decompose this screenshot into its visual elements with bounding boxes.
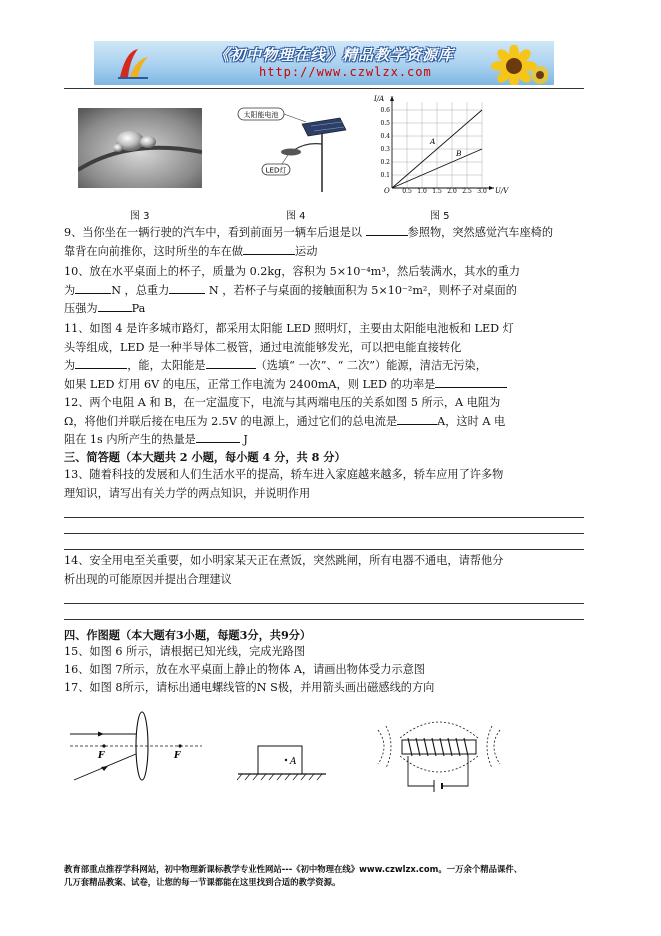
header-rule [64, 88, 584, 89]
figure-3-photo [78, 108, 202, 188]
focus-label-left: F [98, 751, 105, 761]
figure-3-caption: 图 3 [130, 211, 150, 222]
answer-line [64, 517, 584, 518]
section-3-heading: 三、简答题（本大题共 2 小题，每小题 4 分，共 8 分） [64, 450, 346, 464]
figure-5-ytick: 0.1 [380, 172, 390, 179]
figure-5-caption: 图 5 [430, 211, 450, 222]
figure-5-ytick: 0.5 [380, 120, 390, 127]
section-4-heading: 四、作图题（本大题有3小题，每题3分，共9分） [64, 628, 312, 642]
question-15: 15、如图 6 所示，请根据已知光线，完成光路图 [64, 645, 306, 658]
figure-5-ytick: 0.4 [380, 133, 390, 140]
question-16: 16、如图 7所示，放在水平桌面上静止的物体 A，请画出物体受力示意图 [64, 663, 425, 676]
focus-label-right: F [174, 751, 181, 761]
figure-8-solenoid-diagram [372, 712, 506, 796]
figure-5-xtick: 2.0 [447, 188, 457, 194]
figure-5-ytick: 0.2 [380, 159, 390, 166]
circuit-wires [408, 756, 468, 786]
question-11: 11、如图 4 是许多城市路灯，都采用太阳能 LED 照明灯，主要由太阳能电池板和 LED 灯 头等组成，LED 是一种半导体二极管，通过电流能够发光，可以把电能直接转化 为 ，能，太阳能是 （选填“ 一次”、“ 二次”）能源，清洁无污染， 如果 LED 灯用 6V 的电压，正常工作电流为 2400mA，则 LED 的功率是 [64, 322, 514, 391]
figure-5-iu-graph [370, 92, 510, 194]
figure-6-lens-diagram [66, 710, 206, 788]
question-10: 10、放在水平桌面上的杯子，质量为 0.2kg，容积为 5×10⁻⁴m³，然后装满水，其水的重力 为 N ，总重力 N ，若杯子与桌面的接触面积为 5×10⁻²m²，则杯子对桌面的 压强为 Pa [64, 265, 521, 315]
header-title: 《初中物理在线》精品教学资源库 [214, 46, 455, 64]
figure-4-caption: 图 4 [286, 211, 306, 222]
logo-icon [116, 45, 150, 81]
figure-5-ytick: 0.3 [380, 146, 390, 153]
question-17: 17、如图 8所示，请标出通电螺线管的N S极，并用箭头画出磁感线的方向 [64, 681, 435, 694]
figure-5-xlabel: U/V [495, 187, 509, 194]
figure-4-label-led: LED灯 [265, 166, 287, 175]
figure-5-xtick: 2.5 [462, 188, 472, 194]
figure-5-ytick: 0.6 [380, 107, 390, 114]
figure-5-xtick: 3.0 [477, 188, 487, 194]
answer-line [64, 549, 584, 550]
footer-line-1: 教育部重点推荐学科网站，初中物理新课标教学专业性网站---《初中物理在线》www.czwlzx.com。一万余个精品课件、 [64, 864, 523, 874]
figure-5-xtick: 0.5 [402, 188, 412, 194]
answer-line [64, 603, 584, 604]
figure-4-label-panel: 太阳能电池 [243, 111, 279, 119]
footer-line-2: 几万套精品教案、试卷，让您的每一节课都能在这里找到合适的教学资源。 [64, 877, 341, 887]
figure-5-xtick: 1.0 [417, 188, 427, 194]
question-13: 13、随着科技的发展和人们生活水平的提高，轿车进入家庭越来越多，轿车应用了许多物 理知识，请写出有关力学的两点知识，并说明作用 [64, 468, 504, 500]
figure-5-grid [392, 102, 482, 188]
question-12: 12、两个电阻 A 和 B，在一定温度下，电流与其两端电压的关系如图 5 所示，A 电阻为 Ω，将他们并联后接在电压为 2.5V 的电源上，通过它们的总电流是 A，这时 A 电 阻在 1s 内所产生的热量是 J [64, 396, 506, 446]
figure-7-block-diagram [234, 738, 330, 784]
answer-line [64, 533, 584, 534]
header-banner [94, 41, 554, 85]
figure-5-xtick: 1.5 [432, 188, 442, 194]
figure-5-label-b: B [456, 149, 462, 158]
header-url: http://www.czwlzx.com [259, 65, 432, 79]
question-14: 14、安全用电至关重要，如小明家某天正在煮饭，突然跳闸，所有电器不通电，请帮他分 析出现的可能原因并提出合理建议 [64, 554, 504, 586]
figure-4-solar-lamp [236, 104, 356, 194]
sunflower-icon [480, 45, 548, 85]
figure-5-ylabel: I/A [374, 95, 385, 103]
figure-5-label-a: A [430, 137, 436, 146]
page-footer [64, 863, 604, 889]
question-9: 9、当你坐在一辆行驶的汽车中，看到前面另一辆车后退是以 参照物，突然感觉汽车座椅的 靠背在向前推你，这时所坐的车在做 运动 [64, 226, 554, 258]
block-a-label: A [290, 757, 297, 767]
answer-line [64, 619, 584, 620]
figure-5-origin: O [384, 187, 390, 194]
